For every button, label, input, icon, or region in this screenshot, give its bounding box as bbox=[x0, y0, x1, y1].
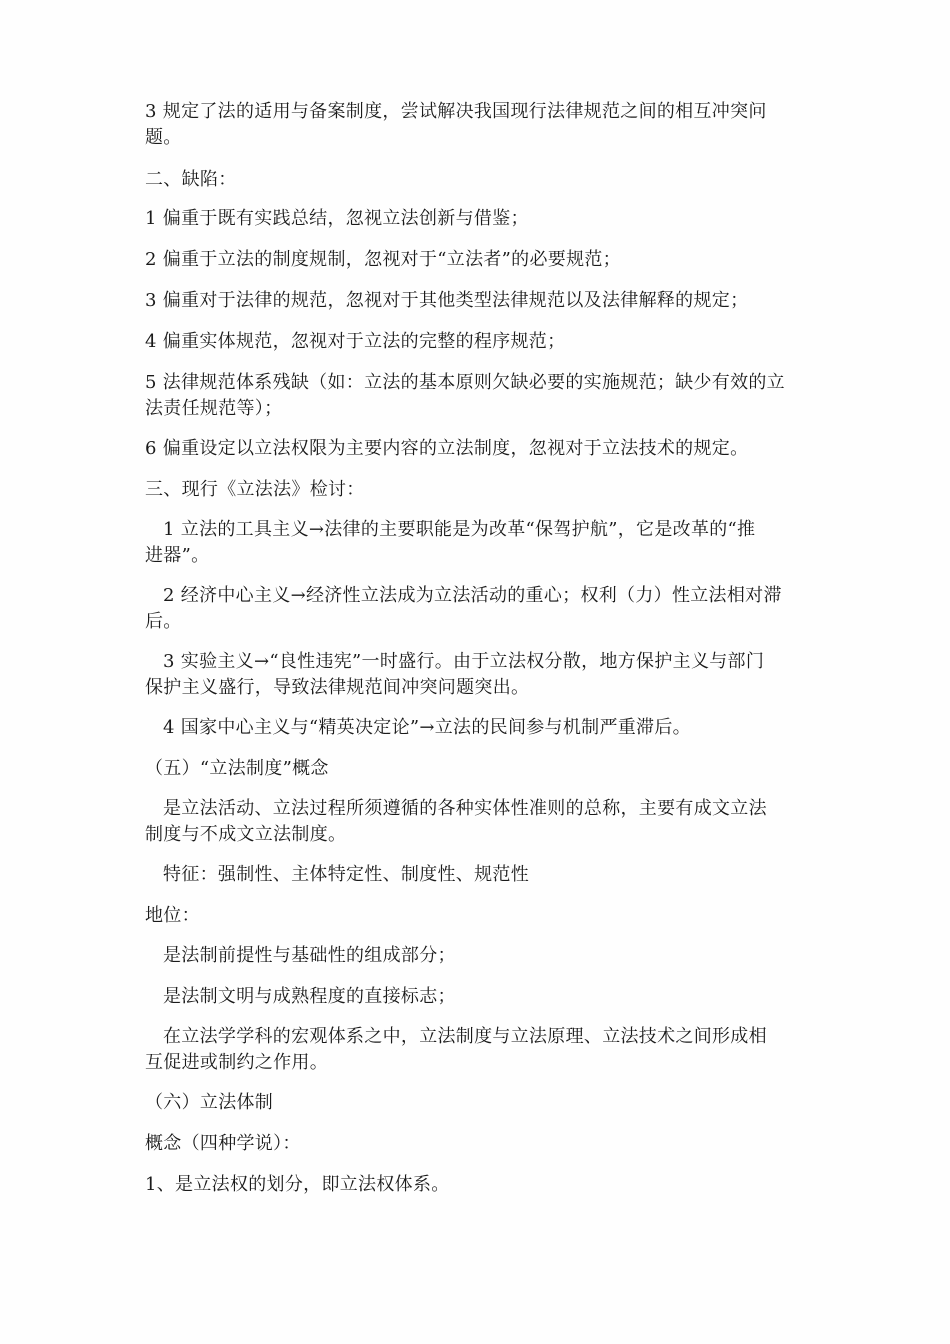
text-line: 法责任规范等）； bbox=[145, 398, 283, 419]
text-line: 4 国家中心主义与“精英决定论”→立法的民间参与机制严重滞后。 bbox=[163, 717, 691, 738]
text-line: 进器”。 bbox=[145, 545, 210, 566]
text-line: 题。 bbox=[145, 127, 182, 148]
text-line: 2 偏重于立法的制度规制，忽视对于“立法者”的必要规范； bbox=[145, 249, 621, 270]
text-line: 在立法学学科的宏观体系之中，立法制度与立法原理、立法技术之间形成相 bbox=[163, 1026, 767, 1047]
text-line: 6 偏重设定以立法权限为主要内容的立法制度，忽视对于立法技术的规定。 bbox=[145, 438, 749, 459]
text-line: 3 实验主义→“良性违宪”一时盛行。由于立法权分散，地方保护主义与部门 bbox=[163, 651, 765, 672]
text-line: 是立法活动、立法过程所须遵循的各种实体性准则的总称，主要有成文立法 bbox=[163, 798, 767, 819]
text-line: 2 经济中心主义→经济性立法成为立法活动的重心；权利（力）性立法相对滞 bbox=[163, 585, 782, 606]
text-line: 制度与不成文立法制度。 bbox=[145, 824, 347, 845]
text-line: 3 规定了法的适用与备案制度，尝试解决我国现行法律规范之间的相互冲突问 bbox=[145, 101, 767, 122]
text-line: 4 偏重实体规范，忽视对于立法的完整的程序规范； bbox=[145, 331, 566, 352]
text-line: 概念（四种学说）： bbox=[145, 1133, 301, 1154]
text-line: 是法制文明与成熟程度的直接标志； bbox=[163, 986, 456, 1007]
text-line: 地位： bbox=[145, 905, 200, 926]
text-line: 特征：强制性、主体特定性、制度性、规范性 bbox=[163, 864, 529, 885]
text-line: 1 立法的工具主义→法律的主要职能是为改革“保驾护航”，它是改革的“推 bbox=[163, 519, 756, 540]
text-line: 1 偏重于既有实践总结，忽视立法创新与借鉴； bbox=[145, 208, 529, 229]
text-line: 互促进或制约之作用。 bbox=[145, 1052, 328, 1073]
text-line: 是法制前提性与基础性的组成部分； bbox=[163, 945, 456, 966]
text-line: 保护主义盛行，导致法律规范间冲突问题突出。 bbox=[145, 677, 530, 698]
text-line: 1、是立法权的划分，即立法权体系。 bbox=[145, 1174, 450, 1195]
text-line: 后。 bbox=[145, 611, 182, 632]
text-line: 5 法律规范体系残缺（如：立法的基本原则欠缺必要的实施规范；缺少有效的立 bbox=[145, 372, 785, 393]
section-heading: （六）立法体制 bbox=[145, 1092, 274, 1113]
section-heading: 三、现行《立法法》检讨： bbox=[145, 479, 365, 500]
text-line: 3 偏重对于法律的规范，忽视对于其他类型法律规范以及法律解释的规定； bbox=[145, 290, 749, 311]
section-heading: （五）“立法制度”概念 bbox=[145, 758, 329, 779]
section-heading: 二、缺陷： bbox=[145, 169, 237, 190]
